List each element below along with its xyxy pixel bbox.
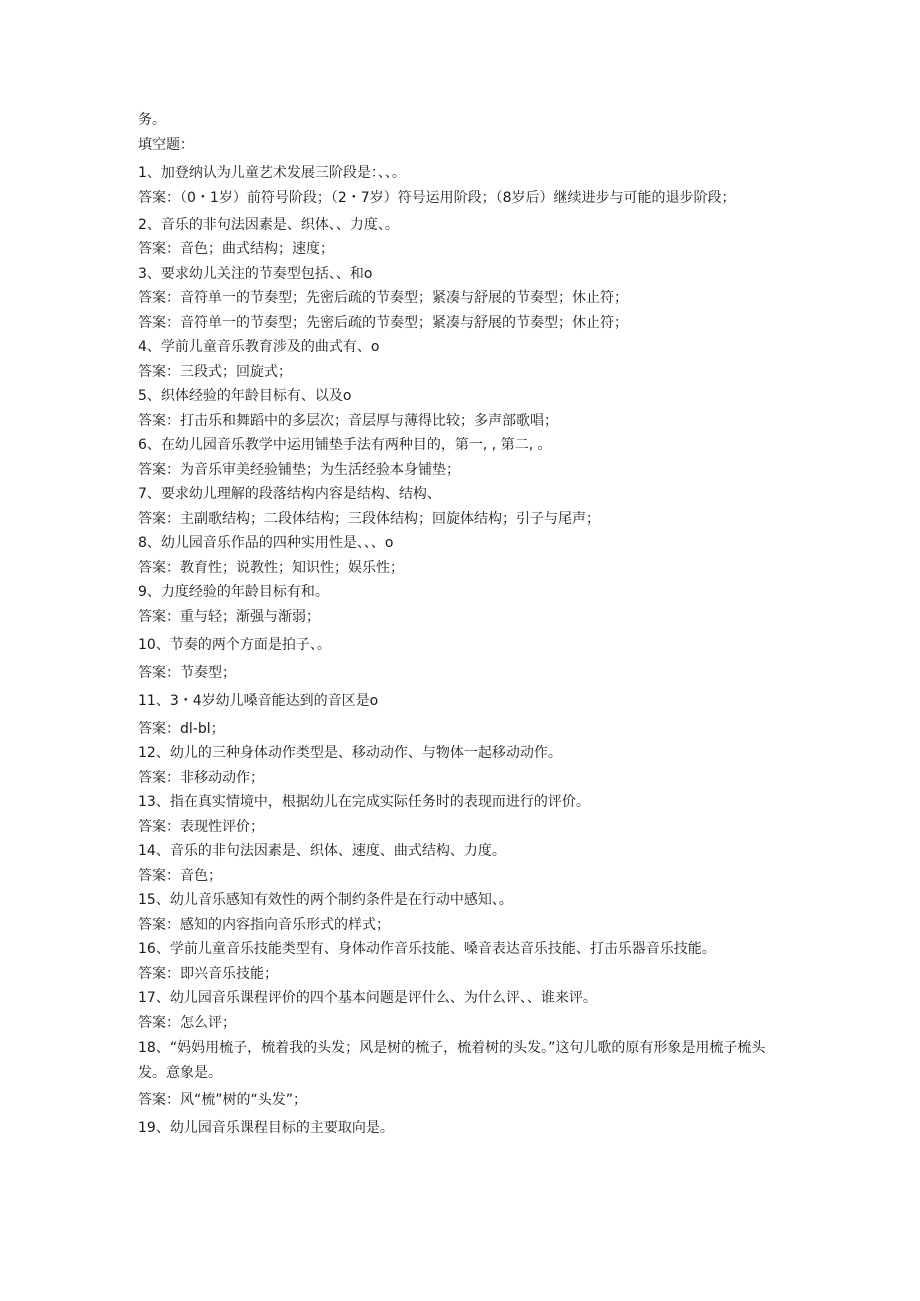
question-13: 13、指在真实情境中，根据幼儿在完成实际任务时的表现而进行的评价。 (138, 794, 590, 810)
section-heading: 填空题： (138, 136, 194, 153)
question-9: 9、力度经验的年龄目标有和。 (138, 584, 329, 600)
question-7: 7、要求幼儿理解的段落结构内容是结构、结构、 (138, 486, 441, 502)
question-14: 14、音乐的非句法因素是、织体、速度、曲式结构、力度。 (138, 843, 506, 859)
answer-18: 答案：风“梳”树的“头发”； (138, 1091, 308, 1108)
answer-5: 答案：打击乐和舞蹈中的多层次；音层厚与薄得比较；多声部歌唱； (138, 412, 558, 429)
answer-12: 答案：非移动动作； (138, 769, 264, 786)
document-page (138, 109, 788, 1141)
question-16: 16、学前儿童音乐技能类型有、身体动作音乐技能、嗓音表达音乐技能、打击乐器音乐技能。 (138, 941, 716, 957)
answer-9: 答案：重与轻；渐强与渐弱； (138, 608, 320, 625)
question-18: 18、“妈妈用梳子，梳着我的头发；风是树的梳子，梳着树的头发。”这句儿歌的原有形象是用梳子梳头发。意象是。 (138, 1040, 766, 1081)
question-4: 4、学前儿童音乐教育涉及的曲式有、o (138, 339, 380, 355)
text-line-top: 务。 (138, 112, 166, 128)
answer-10: 答案：节奏型； (138, 664, 236, 681)
answer-16: 答案：即兴音乐技能； (138, 965, 278, 982)
question-11: 11、3・4岁幼儿嗓音能达到的音区是o (138, 692, 379, 709)
answer-3-repeat: 答案：音符单一的节奏型；先密后疏的节奏型；紧凑与舒展的节奏型；休止符； (138, 314, 628, 331)
answer-2: 答案：音色；曲式结构；速度； (138, 241, 334, 257)
question-3: 3、要求幼儿关注的节奏型包括、、和o (138, 265, 373, 282)
question-8: 8、幼儿园音乐作品的四种实用性是、、、o (138, 535, 394, 551)
question-5: 5、织体经验的年龄目标有、以及o (138, 388, 352, 404)
question-12: 12、幼儿的三种身体动作类型是、移动动作、与物体一起移动动作。 (138, 745, 562, 761)
answer-4: 答案：三段式；回旋式； (138, 363, 292, 380)
answer-3: 答案：音符单一的节奏型；先密后疏的节奏型；紧凑与舒展的节奏型；休止符； (138, 290, 628, 306)
answer-7: 答案：主副歌结构；二段体结构；三段体结构；回旋体结构；引子与尾声； (138, 510, 600, 527)
answer-13: 答案：表现性评价； (138, 818, 264, 835)
answer-17: 答案：怎么评； (138, 1014, 236, 1031)
question-19: 19、幼儿园音乐课程目标的主要取向是。 (138, 1119, 394, 1136)
answer-15: 答案：感知的内容指向音乐形式的样式； (138, 916, 390, 933)
answer-14: 答案：音色； (138, 867, 222, 884)
question-17: 17、幼儿园音乐课程评价的四个基本问题是评什么、为什么评、、谁来评。 (138, 990, 597, 1006)
answer-1: 答案：（0・1岁）前符号阶段；（2・7岁）符号运用阶段；（8岁后）继续进步与可能的退步阶段； (138, 190, 736, 206)
answer-6: 答案：为音乐审美经验铺垫；为生活经验本身铺垫； (138, 461, 460, 478)
question-15: 15、幼儿音乐感知有效性的两个制约条件是在行动中感知、。 (138, 892, 513, 908)
question-10: 10、节奏的两个方面是拍子、。 (138, 636, 331, 653)
answer-11: 答案：dl-bl； (138, 720, 225, 737)
question-1: 1、加登纳认为儿童艺术发展三阶段是：、、。 (138, 164, 406, 181)
question-6: 6、在幼儿园音乐教学中运用铺垫手法有两种目的，第一, , 第二, 。 (138, 437, 552, 453)
question-2: 2、音乐的非句法因素是、织体、、力度、。 (138, 216, 399, 233)
answer-8: 答案：教育性；说教性；知识性；娱乐性； (138, 559, 404, 576)
